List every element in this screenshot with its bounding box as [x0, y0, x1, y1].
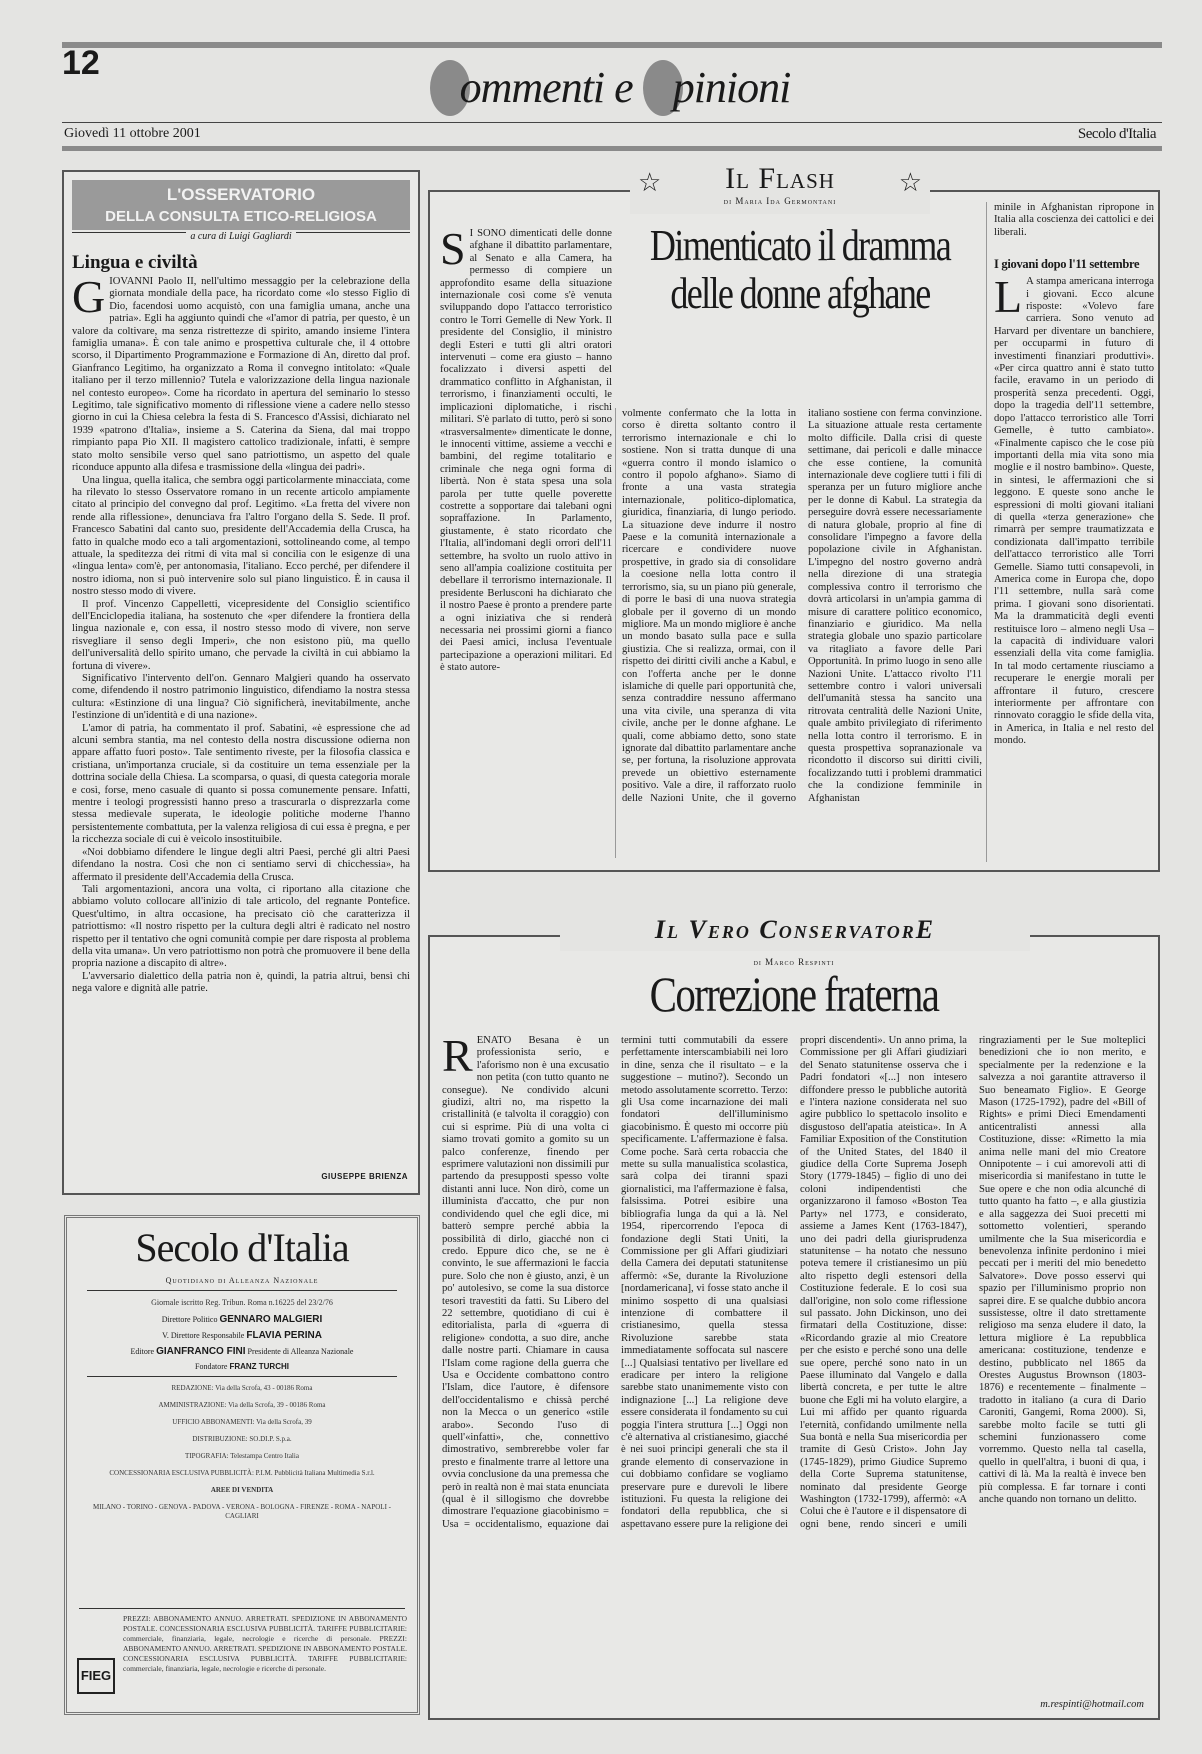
drop-cap: R [442, 1035, 473, 1081]
flash-rubric-wrap [630, 162, 930, 214]
observatory-banner: L'OSSERVATORIO DELLA CONSULTA ETICO-RELIGIOSA [72, 180, 410, 230]
column-rule [986, 202, 987, 862]
paragraph: Significativo l'intervento dell'on. Gennaro Malgieri quando ha osservato come, difendendo il nostro patrimonio linguistico, difendiamo la nostra stessa cultura: «Estinzione di una lingua? Ciò significherà, inevitabilmente, anche l'estinzione di un'identità e di una nazione». [72, 673, 410, 722]
registration: Giornale iscritto Reg. Tribun. Roma n.16225 del 23/2/76 [151, 1298, 333, 1307]
conservatore-rubric-wrap [560, 915, 1030, 951]
article-body [72, 276, 410, 1096]
political-director-line: Direttore Politico GENNARO MALGIERI [161, 1314, 323, 1325]
logo-spacer [77, 1656, 123, 1704]
star-icon: ☆ [638, 168, 662, 197]
paragraph: Tali argomentazioni, ancora una volta, ci riportano alla citazione che abbiamo voluto collocare all'inizio di tale articolo, del regnante Pontefice. Quest'ultimo, in altra occasione, ha precisato ciò che caratterizza il patriottismo: «Il nostro rispetto per la cultura degli altri è radicato nel nostro rispetto per il tentativo che ogni comunità compie per dare risposta al problema della vita umana». Un vero patriottismo non potrà che promuovere il bene della propria nazione a discapito di altre». [72, 883, 410, 970]
conservatore-headline: Correzione fraterna [649, 966, 939, 1022]
paragraph: IOVANNI Paolo II, nell'ultimo messaggio per la celebrazione della giornata mondiale della pace, ha ricordato come «lo stesso Figlio di Dio, facendosi uomo acquistò, con una famiglia umana, anche una patria». Egli ha aggiunto quindi che «l'amor di patria, per questo, è un valore da coltivare, ma senza ristrettezze di spirito, amando insieme l'intera famiglia umana». È con tale animo e prospettiva culturale che, il 4 ottobre scorso, il Dipartimento Programmazione e Formazione di An, diretto dal prof. Gianfranco Legitimo, ha organizzato a Roma il convegno intitolato: «Quale italiano per il terzo millennio? Tutela e valorizzazione della lingua nazionale nel contesto europeo». Come ha ricordato in apertura del seminario lo stesso Legitimo, tale significativo momento di riflessione viene a cadere nello stesso giorno in cui la Chiesa celebra la festa di S. Francesco d'Assisi, dichiarato nel 1939 «patrono d'Italia», insieme a S. Caterina da Siena, dal mai troppo rimpianto papa Pio XII. Il magistero cattolico tradizionale, infatti, è sempre stato molto sensibile verso quel sano patriottismo, un aspetto del quale riconduce appunto alla difesa e trasmissione della «lingua dei padri». [72, 276, 410, 474]
masthead-rule [87, 1290, 397, 1291]
conservatore-byline: di Marco Respinti [753, 957, 835, 967]
masthead-rule [87, 1376, 397, 1377]
page-number: 12 [62, 44, 100, 82]
flash-columns-2-3: volmente confermato che la lotta in corso è diretta soltanto contro il terrorismo internazionale e chi lo sostiene. Non si tratta dunque di una «guerra contro il mondo islamico o contro il popolo afghano». Siamo di fronte a una vasta strategia internazionale, politico-diplomatica, giuridica, finanziaria, di lungo periodo. La situazione deve indurre il nostro Paese e la comunità internazionale a ricercare e condividere nuove prospettive, in grado sia di consolidare la coesione nella lotta contro il terrorismo, sia, su un piano più generale, di porre le basi di una nuova strategia globale per il governo di un mondo migliore. Ma un mondo migliore è anche un mondo basato sulla pace e sulla giustizia. Che si realizza, ormai, con il rispetto dei diritti civili anche a Kabul, e con l'offerta anche per le donne islamiche di quelle pari opportunità che, senza contraddire nessuno affermano una vita civile, una speranza di vita civile, anche per le donne afghane. Le quali, come abbiamo detto, sono state ignorate dal dibattito parlamentare anche se, per fortuna, la risoluzione approvata prevede un obiettivo esternamente positivo. Vale a dire, il rafforzato ruolo delle Nazioni Unite, che il governo italiano sostiene con ferma convinzione. La situazione attuale resta certamente molto difficile. Dalla crisi di queste settimane, dai pericoli e dalle minacce che esse contiene, la comunità internazionale deve cogliere tutti i fili di speranza per un futuro migliore anche per le donne di Kabul. La strategia da perseguire dovrà essere necessariamente di natura globale, proprio al fine di consolidare l'impegno a favore della popolazione civile in Afghanistan. L'impegno del nostro governo andrà nella direzione di una strategia complessiva contro il terrorismo che dovrà articolarsi in un'ampia gamma di misure di carattere politico economico, finanziario e giuridico. Ma nella strategia globale uno spazio particolare va ritagliato a favore delle Pari Opportunità. In primo luogo in seno alle Nazioni Unite. L'attacco rivolto l'11 settembre contro i valori universali dell'umanità stessa ha sancito una ritrovata centralità delle Nazioni Unite, quale ambito privilegiato di riferimento nella lotta contro il terrorismo. E in questa prospettiva sopranazionale va ricondotto il discorso sui diritti civili, focalizzando tutti i problemi drammatici che la condizione femminile in Afghanistan [622, 408, 982, 804]
flash-column-4 [994, 202, 1154, 866]
publisher-line: Editore GIANFRANCO FINI Presidente di Alleanza Nazionale [130, 1346, 354, 1357]
flash-byline: di Maria Ida Germontani [723, 196, 837, 206]
responsible-director-line: V. Direttore Responsabile FLAVIA PERINA [162, 1330, 322, 1341]
curator-wrap [64, 226, 418, 244]
founder-line: Fondatore FRANZ TURCHI [195, 1362, 289, 1371]
flash-column-1: S I SONO dimenticati delle donne afghane il dibattito parlamentare, al Senato e alla Camera, ha permesso di compiere un approfondito esame della situazione internazionale così come s'è venuta sviluppando dopo l'attacco terroristico contro le Torri Gemelle di New York. Il presidente del Consiglio, il ministro degli Esteri e tutti gli altri oratori intervenuti – come era giusto – hanno focalizzato i diversi aspetti del drammatico conflitto in Afghanistan, il terrorismo, i finanziamenti occulti, le implicazioni diplomatiche, i rischi militari. S'è parlato di tutto, però si sono «trasversalmente» dimenticate le donne, le innocenti vittime, assieme a vecchi e bambini, del regime totalitario e criminale che nega ogni forma di libertà. Non è stata spesa una sola parola per tutte quelle poverette costrette a sopportare dai talebani ogni sopraffazione. In Parlamento, giustamente, è stato ricordato che l'Italia, all'indomani degli orrori dell'11 settembre, ha svolto un ruolo attivo in seno all'ampia coalizione costituita per debellare il terrorismo internazionale. Il presidente Berlusconi ha dichiarato che il nostro Paese è pronto a prendere parte a ogni iniziativa che si renderà necessaria nei prossimi giorni a fianco dei Paesi amici, inclusa l'eventuale partecipazione a operazioni militari. Ed è stato autore- [440, 228, 612, 674]
flash-article [428, 162, 1160, 872]
conservatore-rubric: Il Vero ConservatorE [654, 915, 936, 944]
curator: a cura di Luigi Gagliardi [186, 231, 295, 242]
conservatore-article [428, 915, 1160, 1720]
paragraph: Una lingua, quella italica, che sembra oggi particolarmente minacciata, come ha rilevato lo stesso Osservatore romano in un recente articolo ampiamente citato al principio del convegno dal prof. Legitimo. «La fretta del vivere non rende alla riflessione», denunciava fra l'altro l'organo della S. Sede. Il prof. Francesco Sabatini dal canto suo, presidente dell'Accademia della Crusca, ha fatto in qualche modo eco a tali argomentazioni, sottolineando come, al tempo attuale, la speditezza dei ritmi di vita mal si concilia con le esigenze di una «lingua lenta» com'è, per antonomasia, l'italiano. Ecco perché, per difendere il nostro idioma, non si può intervenire solo sul piano linguistico. È in causa il nostro stesso modo di vivere. [72, 474, 410, 598]
legal-text: PREZZI: ABBONAMENTO ANNUO. ARRETRATI. SPEDIZIONE IN ABBONAMENTO POSTALE. CONCESSIONARIA ESCLUSIVA PUBBLICITÀ. TARIFFE PUBBLICITARIE: commerciale, finanziaria, legale, necrologie e ricerche di personale. PREZZI: ABBONAMENTO ANNUO. ARRETRATI. SPEDIZIONE IN ABBONAMENTO POSTALE. CONCESSIONARIA ESCLUSIVA PUBBLICITÀ. TARIFFE PUBBLICITARIE: commerciale, finanziaria, legale, necrologie e ricerche di personale. [77, 1614, 407, 1704]
masthead-box [64, 1215, 420, 1715]
header-top-bar [62, 42, 1162, 48]
conservatore-body: RENATO Besana è un professionista serio, e l'aforismo non è una excusatio non petita (con tutto quanto ne consegue). Ne condivido alcuni giudizi, altri no, ma rispetto la cristallinità (e talvolta il coraggio) con cui si esprime. Più di una volta ci siamo trovati gomito a gomito su un palco conferenze, finendo per esprimere valutazioni non dissimili pur partendo da presupposti spesso volte distanti anni luce. Non dirò, come un illuminista d'accatto, che pur non condividendo quel che egli dice, mi batterò sempre perché abbia la possibilità di dirlo, giacché non ci credo. Eppure dico che, se ne è convinto, le sue affermazioni le faccia pure. Solo che non è giusto, anzi, è un po' autolesivo, se come la sua distorce tesori travestiti da fatti. Su Libero del 22 settembre, quotidiano di cui è editorialista, parla di «guerra di religione» condotta, a suo dire, anche dalle nostre parti. Chiamare in causa l'Islam come ragione della guerra che Usa e Occidente combattono contro l'Islam, dice l'autore, è difensore dell'occidentalismo e chissà perché non la Mecca o un generico «stile arabo». Secondo l'uso di quell'«infatti», che, connettivo dimostrativo, sembrerebbe voler far presto e finalmente trarre al lettore una ovvia conclusione da una premessa che però in realtà non è mai stata enunciata (qual è il sillogismo che dovrebbe dimostrare l'equazione giacobinismo = Usa = occidentalismo, equazione dai termini tutti commutabili da essere perfettamente interscambiabili nei loro in dine, senza che il risultato – e la suggestione – mutino?). Secondo un metodo assolutamente scorretto. Terzo: gli Usa come incarnazione dei mali fondatori dell'illuminismo giacobinismo. È questo mi occorre più specificamente. L'affermazione è falsa. Come poche. Sarà certa robaccia che mette su sulla manualistica scolastica, sarà colpa dei tiranni spazi giornalistici, ma l'affermazione è falsa, falsissima. Potrei esibire una bibliografia lunga da qui a là. Nel 1954, ripercorrendo l'epoca di fondazione degli Stati Uniti, la Commissione per gli Affari giudiziari della Camera dei deputati statunitense affermò: «Se, durante la Rivoluzione [nordamericana], vi fosse stato anche il minimo sospetto di una qualsiasi intenzione di combattere il cristianesimo, quella stessa Rivoluzione sarebbe stata immediatamente soffocata sul nascere [...] Qualsiasi tentativo per livellare ed eradicare per intero la religione sarebbe stato unanimemente visto con indignazione [...] La religione deve essere considerata il fondamento su cui poggia l'intera struttura [...] Oggi non c'è alternativa al cristianesimo, giacché è nei suoi principi generali che sta il grande elemento di conservazione in cui dobbiamo confidare se vogliamo preservare pure e durevoli le libere istituzioni. Fu questa la religione dei fondatori della repubblica, che si aspettavano essere pure la religione dei propri discendenti». Un anno prima, la Commissione per gli Affari giudiziari del Senato statunitense osserva che i Padri fondatori «[...] non intesero diffondere presso le pubbliche autorità e l'intera nazione considerata nel suo agire pubblico lo spettacolo insolito e disgustoso dell'apatia ateistica». In A Familiar Exposition of the Constitution of the United States, del 1840 il giudice della Corte Suprema Joseph Story (1779-1845) – figlio di uno dei coloni indipendentisti che organizzarono il famoso «Boston Tea Party» nel 1773, e considerato, assieme a James Kent (1763-1847), uno dei padri della giurisprudenza statunitense – ha notato che nessuno poteva temere il cristianesimo un più alto rispetto degli estensori della Costituzione federale. E lo così sua dall'origine, non solo come riflessione sul passato. John Dickinson, uno dei firmatari della Costituzione, disse: «Ricordando grazie al mio Creatore per che esisto e perché sono una delle sue opere, perché sono nato in un Paese illuminato dal Vangelo e dalla libertà concreta, e per tutte le altre buone che Egli mi ha voluto elargire, a Lui mi affido per quanto riguarda l'eternità, confidando umilmente nella Sua bontà e nella Sua misericordia per tramite di Gesù Cristo». John Jay (1745-1829), primo Giudice Supremo della Corte Suprema statunitense, nominato dal presidente George Washington (1732-1799), affermò: «A Colui che è l'autore e il dispensatore di ogni bene, rendo sinceri e umili ringraziamenti per le Sue molteplici benedizioni che io non merito, e specialmente per la redenzione e la salvezza a noi garantite attraverso il Suo beneamato Figlio». E George Mason (1725-1792), padre del «Bill of Rights» e primi Dieci Emendamenti anticentralisti annessi alla Costituzione, disse: «Rimetto la mia anima nelle mani del mio Creatore Onnipotente – i cui amorevoli atti di misericordia si manifestano in tutte le Sue opere e che non odia alcunché di tutto quanto ha fatto –, e alla giustizia e alla saggezza dei Suoi precetti mi sottometto volentieri, sperando umilmente che la Sua misericordia e benevolenza infinite perdonino i miei peccati per i meriti del mio benedetto Salvatore». Dove posso esservi qui spazio per l'illuminismo proprio non saprei dire. E se qualche dubbio ancora sussistesse, oltre il dato strettamente religioso ma senza eludere il dato, la lettura migliore è La repubblica americana: costituzione, tendenze e destino, pubblicato nel 1865 da Orestes Augustus Brownson (1803-1876) e recentemente – finalmente – tradotto in italiano (a cura di Dario Caroniti, Gangemi, Roma 2000). Sì, sarebbe molto facile se tutti gli schemini funzionassero come vorremmo. Questo nella tal casella, quello in quell'altra, i buoni di qua, i cattivi di là. Ma la realtà è invece ben più complessa. E far tornare i conti anche quando non tornano un delitto. [442, 1035, 1146, 1530]
sub-headline: I giovani dopo l'11 settembre [994, 257, 1140, 272]
drop-cap: L [994, 276, 1023, 323]
paragraph: L'amor di patria, ha commentato il prof. Sabatini, «è espressione che ad alcuni sembra stantia, ma nel contesto della nostra discussione odierna non appare affatto fuori posto». Tale sentimento riveste, per la filosofia classica e cristiana, un'importanza cruciale, sì da costituire un tema essenziale per la dottrina sociale della Chiesa. La scomparsa, o quasi, di questa categoria morale e così, forse, meno casuale di quanto si possa comunemente pensare. Infatti, mentre i teologi progressisti hanno preso a trascurarla o disprezzarla come stessa medievale superata, le ideologie politiche moderne l'hanno persistentemente combattuta, per la valenza religiosa di cui essa è pregna, e per la ricchezza sociale di cui è veicolo insostituibile. [72, 722, 410, 846]
paragraph: L'avversario dialettico della patria non è, quindi, la patria altrui, bensì chi nega valore e dignità alle patrie. [72, 970, 410, 995]
issue-date: Giovedì 11 ottobre 2001 [64, 126, 201, 141]
header-bottom-bar [62, 146, 1162, 151]
imprint: REDAZIONE: Via della Scrofa, 43 - 00186 Roma AMMINISTRAZIONE: Via della Scrofa, 39 - 00186 Roma UFFICIO ABBONAMENTI: Via della Scrofa, 39 DISTRIBUZIONE: SO.DI.P. S.p.a. TIPOGRAFIA: Telestampa Centro Italia CONCESSIONARIA ESCLUSIVA PUBBLICITÀ: P.I.M. Pubblicità Italiana Multimedia S.r.l. AREE DI VENDITA MILANO - TORINO - GENOVA - PADOVA - VERONA - BOLOGNA - FIRENZE - ROMA - NAPOLI - CAGLIARI [93, 1384, 391, 1520]
lead-text: minile in Afghanistan ripropone in Italia alla coscienza dei cattolici e dei liberali. [994, 202, 1154, 238]
masthead-subtitle: Quotidiano di Alleanza Nazionale [165, 1276, 319, 1285]
masthead-title: Secolo d'Italia [135, 1225, 349, 1270]
observatory-article [62, 170, 420, 1195]
header-divider [62, 122, 1162, 123]
flash-rubric: Il Flash [725, 162, 835, 195]
fieg-logo: FIEG [77, 1658, 115, 1694]
star-icon: ☆ [898, 168, 922, 197]
drop-cap: G [72, 276, 106, 322]
paragraph: Il prof. Vincenzo Cappelletti, vicepresidente del Consiglio scientifico dell'Enciclopedia italiana, ha sostenuto che «per difendere la frontiera della lingua nazionale e, con essa, il nostro stesso modo di vivere, non serve risvegliare il senso degli Imperi», che non esistono più, ma quello dell'universalità dello spirito umano, che pervade la civiltà in cui abbiamo la fortuna di vivere». [72, 598, 410, 672]
paragraph: «Noi dobbiamo difendere le lingue degli altri Paesi, perché gli altri Paesi difendano la nostra. Così che non ci sentiamo servi di chicchessia», ha affermato il presidente dell'Accademia della Crusca. [72, 846, 410, 883]
paper-name: Secolo d'Italia [1077, 126, 1156, 142]
masthead-rule [79, 1608, 405, 1609]
column-rule [615, 408, 616, 858]
drop-cap: S [440, 228, 466, 274]
section-title: ommenti e pinioni [380, 60, 840, 116]
author-email: m.respinti@hotmail.com [1040, 1699, 1144, 1710]
signature: GIUSEPPE BRIENZA [321, 1172, 408, 1181]
sub-article-body: L A stampa americana interroga i giovani. Ecco alcune risposte: «Volevo fare carriera. Sono venuto ad Harvard per diventare un banchiere, per occuparmi in futuro di investimenti finanziari produttivi». «Per circa quattro anni è stato tutto facile, eravamo in un periodo di prosperità senza precedenti. Oggi, dopo la tragedia dell'11 settembre, dopo l'attacco terroristico alle Torri Gemelle, è tutto cambiato». «Finalmente capisco che le cose più importanti della mia vita sono mia moglie e il nostro bambino». Queste, in sintesi, le affermazioni che si leggono. E queste sono anche le espressioni di molti giovani italiani di quella «terza generazione» che rimarrà per sempre traumatizzata e condizionata dall'impatto terribile dell'attacco terroristico alle Torri Gemelle. Siamo tutti consapevoli, in America come in Europa che, dopo l'11 settembre, nulla sarà come prima. I giovani sono disorientati. Ma la drammaticità degli eventi restituisce loro – almeno negli Usa – la capacità di individuare valori essenziali della vita come famiglia. In tal modo certamente riusciamo a recuperare le energie morali per affrontare il futuro, crescere interiormente per affrontare con rinnovato coraggio le sfide della vita, in America, in Italia e nel resto del mondo. [994, 276, 1154, 747]
article-headline: Lingua e civiltà [72, 252, 198, 273]
flash-headline: Dimenticato il dramma delle donne afghane [649, 221, 951, 318]
